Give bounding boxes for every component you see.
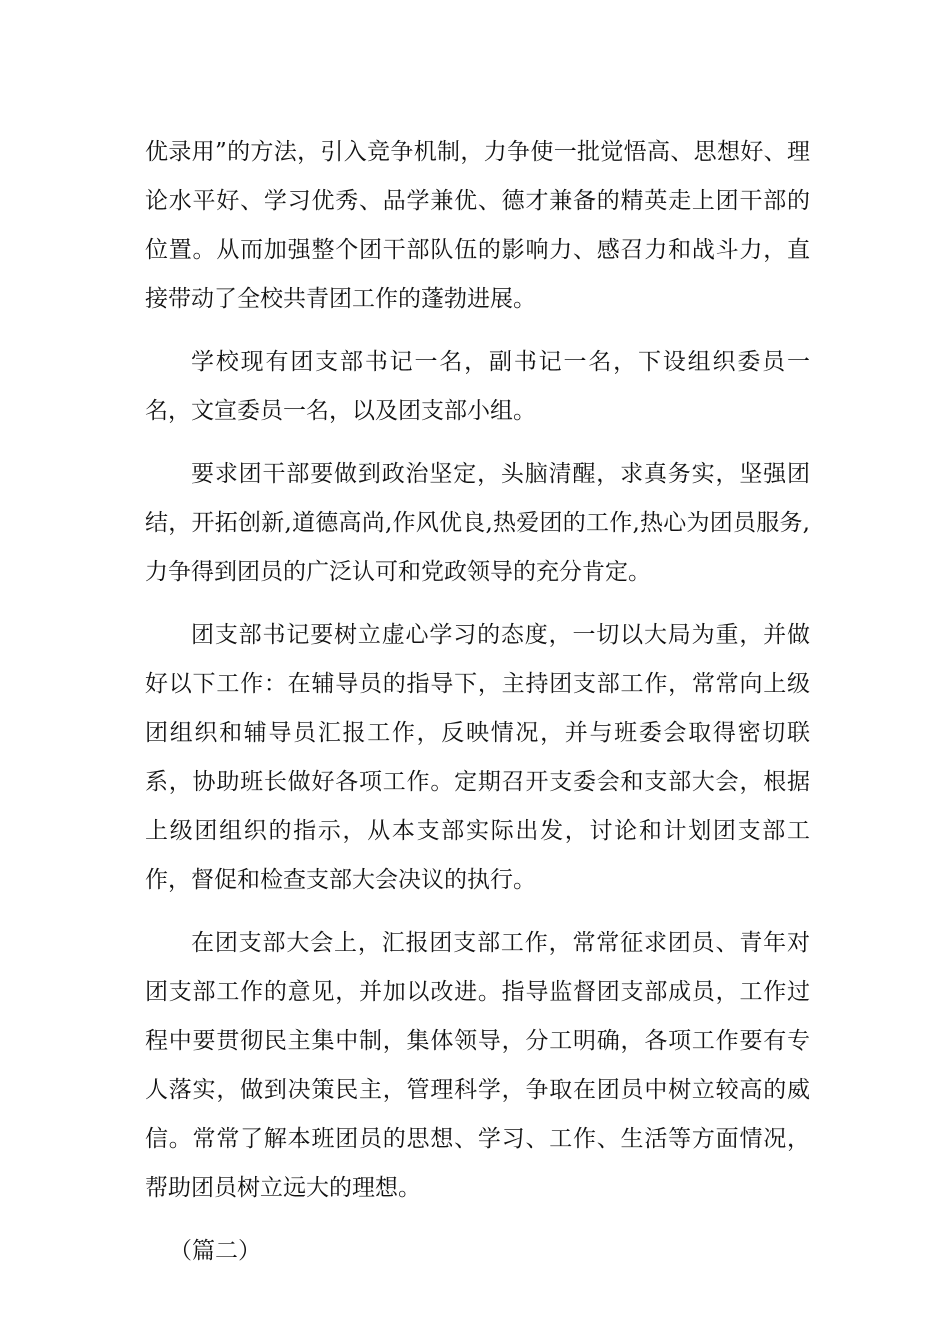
paragraph-secretary-duties: 团支部书记要树立虚心学习的态度，一切以大局为重，并做好以下工作：在辅导员的指导下，主持团支部工作，常常向上级团组织和辅导员汇报工作，反映情况，并与班委会取得密切联系，协助班长做好各项工作。定期召开支委会和支部大会，根据上级团组织的指示，从本支部实际出发，讨论和计划团支部工作，督促和检查支部大会决议的执行。 bbox=[145, 622, 810, 893]
paragraph-branch-structure: 学校现有团支部书记一名，副书记一名，下设组织委员一名，文宣委员一名，以及团支部小组。 bbox=[145, 349, 810, 424]
document-body bbox=[145, 128, 810, 1276]
paragraph-branch-meeting: 在团支部大会上，汇报团支部工作，常常征求团员、青年对团支部工作的意见，并加以改进。指导监督团支部成员，工作过程中要贯彻民主集中制，集体领导，分工明确，各项工作要有专人落实，做到决策民主，管理科学，争取在团员中树立较高的威信。常常了解本班团员的思想、学习、工作、生活等方面情况，帮助团员树立远大的理想。 bbox=[145, 930, 810, 1201]
section-heading: （篇二） bbox=[169, 1238, 261, 1264]
paragraph-continuation: 优录用”的方法，引入竞争机制，力争使一批觉悟高、思想好、理论水平好、学习优秀、品学兼优、德才兼备的精英走上团干部的位置。从而加强整个团干部队伍的影响力、感召力和战斗力，直接带动了全校共青团工作的蓬勃进展。 bbox=[145, 139, 810, 312]
paragraph-cadre-requirements: 要求团干部要做到政治坚定，头脑清醒，求真务实，坚强团结，开拓创新,道德高尚,作风优良,热爱团的工作,热心为团员服务,力争得到团员的广泛认可和党政领导的充分肯定。 bbox=[145, 461, 810, 585]
